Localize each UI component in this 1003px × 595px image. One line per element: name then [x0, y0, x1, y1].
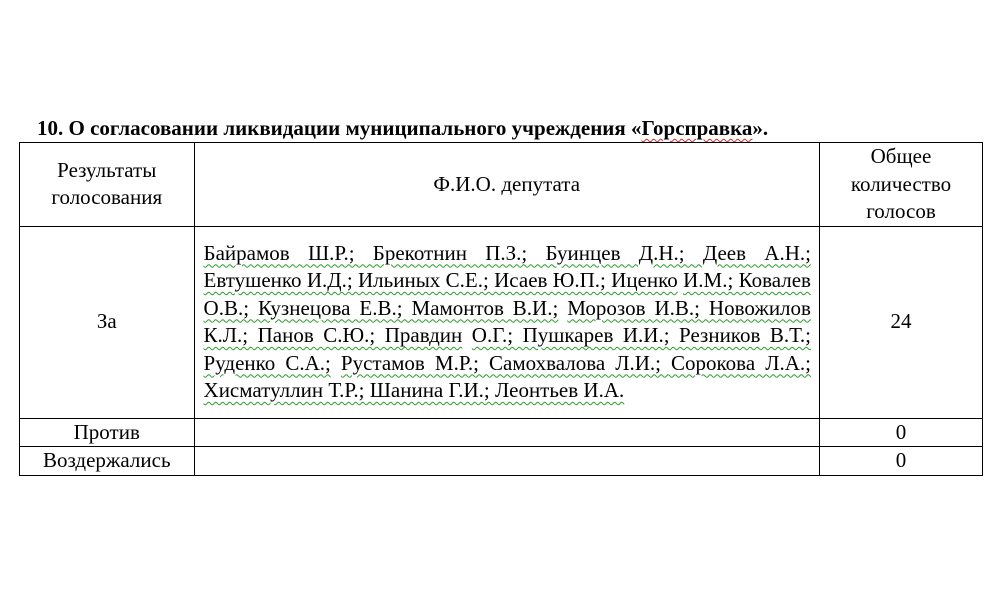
row-label-vozd: Воздержались	[20, 447, 195, 476]
header-deputy: Ф.И.О. депутата	[194, 143, 819, 227]
deputy-names-protiv	[194, 418, 819, 447]
names-line: Рустамов М.Р.; Самохвалова Л.И.; Сорокова Л.А.;	[340, 350, 811, 375]
row-label-protiv: Против	[20, 418, 195, 447]
heading-suffix: ».	[752, 116, 769, 140]
deputy-names-vozd	[194, 447, 819, 476]
names-line: Хисматуллин Т.Р.; Шанина Г.И.; Леонтьев И.А.	[203, 378, 625, 402]
row-label-za: За	[20, 226, 195, 418]
names-line: О.Г.; Пушкарев И.И.; Резников В.Т.; Руденко С.А.;	[203, 323, 811, 375]
header-total: Общее количество голосов	[819, 143, 982, 227]
deputy-names-za	[194, 226, 819, 418]
table-row-za	[20, 226, 983, 418]
heading-institution-name: Горсправка	[641, 116, 753, 140]
voting-results-table	[19, 142, 983, 476]
total-vozd: 0	[819, 447, 982, 476]
names-line: Морозов И.В.; Новожилов К.Л.; Панов С.Ю.; Правдин	[203, 295, 811, 347]
table-row-protiv	[20, 418, 983, 447]
total-protiv: 0	[819, 418, 982, 447]
heading-prefix: 10. О согласовании ликвидации муниципального учреждения «	[37, 116, 642, 140]
names-line: Евтушенко И.Д.; Ильиных С.Е.; Исаев Ю.П.; Иценко	[203, 268, 678, 292]
names-line: Байрамов Ш.Р.; Брекотнин П.З.; Буинцев Д.Н.; Деев А.Н.;	[203, 240, 811, 265]
table-header-row	[20, 143, 983, 227]
table-row-vozd	[20, 447, 983, 476]
total-za: 24	[819, 226, 982, 418]
header-results: Результаты голосования	[20, 143, 195, 227]
names-line: И.М.; Ковалев О.В.; Кузнецова Е.В.; Мамонтов В.И.;	[203, 268, 811, 320]
agenda-item-heading	[37, 116, 768, 141]
